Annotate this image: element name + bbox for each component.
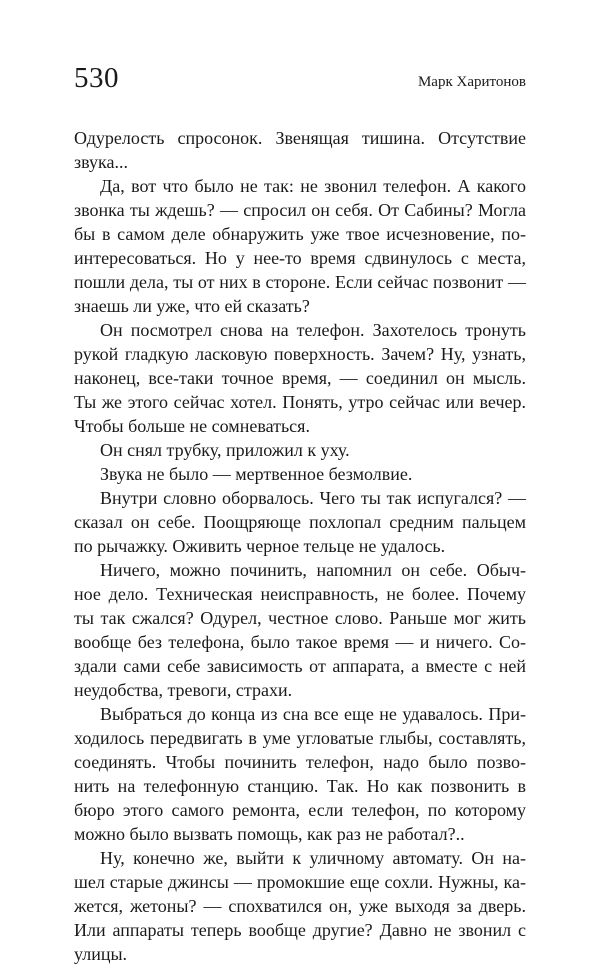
text-line: шел старые джинсы — промокшие еще сохли. Нужны, ка- [74, 872, 526, 892]
paragraph [74, 558, 526, 702]
text-line: ты так сжался? Одурел, честное слово. Раньше мог жить [74, 608, 526, 628]
text-line: жется, жетоны? — спохватился он, уже выходя за дверь. [74, 896, 526, 916]
text-line: интересоваться. Но у нее-то время сдвинулось с места, [74, 248, 526, 268]
text-line: неудобства, тревоги, страхи. [74, 680, 293, 700]
text-line: Ничего, можно починить, напомнил он себе. Обыч- [100, 560, 526, 580]
text-line: бюро этого самого ремонта, если телефон, по которому [74, 800, 526, 820]
text-line: нить на телефонную станцию. Так. Но как позвонить в [74, 776, 526, 796]
text-line: пошли дела, ты от них в стороне. Если сейчас позвонит — [74, 272, 526, 292]
text-line: Да, вот что было не так: не звонил телефон. А какого [100, 176, 526, 196]
page-number: 530 [74, 62, 119, 94]
text-line: соединять. Чтобы починить телефон, надо было позво- [74, 752, 526, 772]
paragraph [74, 846, 526, 966]
text-line: наконец, все-таки точное время, — соединил он мысль. [74, 368, 526, 388]
text-line: по рычажку. Оживить черное тельце не удалось. [74, 536, 446, 556]
text-line: можно было вызвать помощь, как раз не работал?.. [74, 824, 465, 844]
paragraph [74, 174, 526, 318]
running-head-author: Марк Харитонов [417, 74, 526, 90]
paragraph [74, 438, 526, 462]
paragraph [74, 702, 526, 846]
paragraph [74, 318, 526, 438]
text-line: звука... [74, 152, 128, 172]
text-line: Ты же этого сейчас хотел. Понять, утро сейчас или вечер. [74, 392, 526, 412]
text-line: Чтобы больше не сомневаться. [74, 416, 310, 436]
text-line: здали сами себе зависимость от аппарата, а вместе с ней [74, 656, 526, 676]
text-line: ное дело. Техническая неисправность, не более. Почему [74, 584, 526, 604]
running-head [74, 60, 526, 96]
text-line: Он посмотрел снова на телефон. Захотелось тронуть [100, 320, 526, 340]
text-line: рукой гладкую ласковую поверхность. Зачем? Ну, узнать, [74, 344, 526, 364]
text-line: Одурелость спросонок. Звенящая тишина. Отсутствие [74, 128, 526, 148]
text-line: Внутри словно оборвалось. Чего ты так испугался? — [100, 488, 526, 508]
paragraph [74, 126, 526, 174]
text-line: Выбраться до конца из сна все еще не удавалось. При- [100, 704, 526, 724]
paragraph [74, 486, 526, 558]
text-line: Ну, конечно же, выйти к уличному автомату. Он на- [100, 848, 526, 868]
text-line: знаешь ли уже, что ей сказать? [74, 296, 310, 316]
text-line: Или аппараты теперь вообще другие? Давно не звонил с [74, 920, 526, 940]
text-line: Звука не было — мертвенное безмолвие. [100, 464, 413, 484]
text-line: бы в самом деле обнаружить уже твое исчезновение, по- [74, 224, 526, 244]
text-line: звонка ты ждешь? — спросил он себя. От Сабины? Могла [74, 200, 526, 220]
text-line: ходилось передвигать в уме угловатые глыбы, составлять, [74, 728, 526, 748]
text-line: сказал он себе. Поощряюще похлопал средним пальцем [74, 512, 526, 532]
text-line: вообще без телефона, было такое время — и ничего. Со- [74, 632, 526, 652]
body-text [74, 126, 526, 966]
text-line: улицы. [74, 944, 128, 964]
text-line: Он снял трубку, приложил к уху. [100, 440, 350, 460]
paragraph [74, 462, 526, 486]
